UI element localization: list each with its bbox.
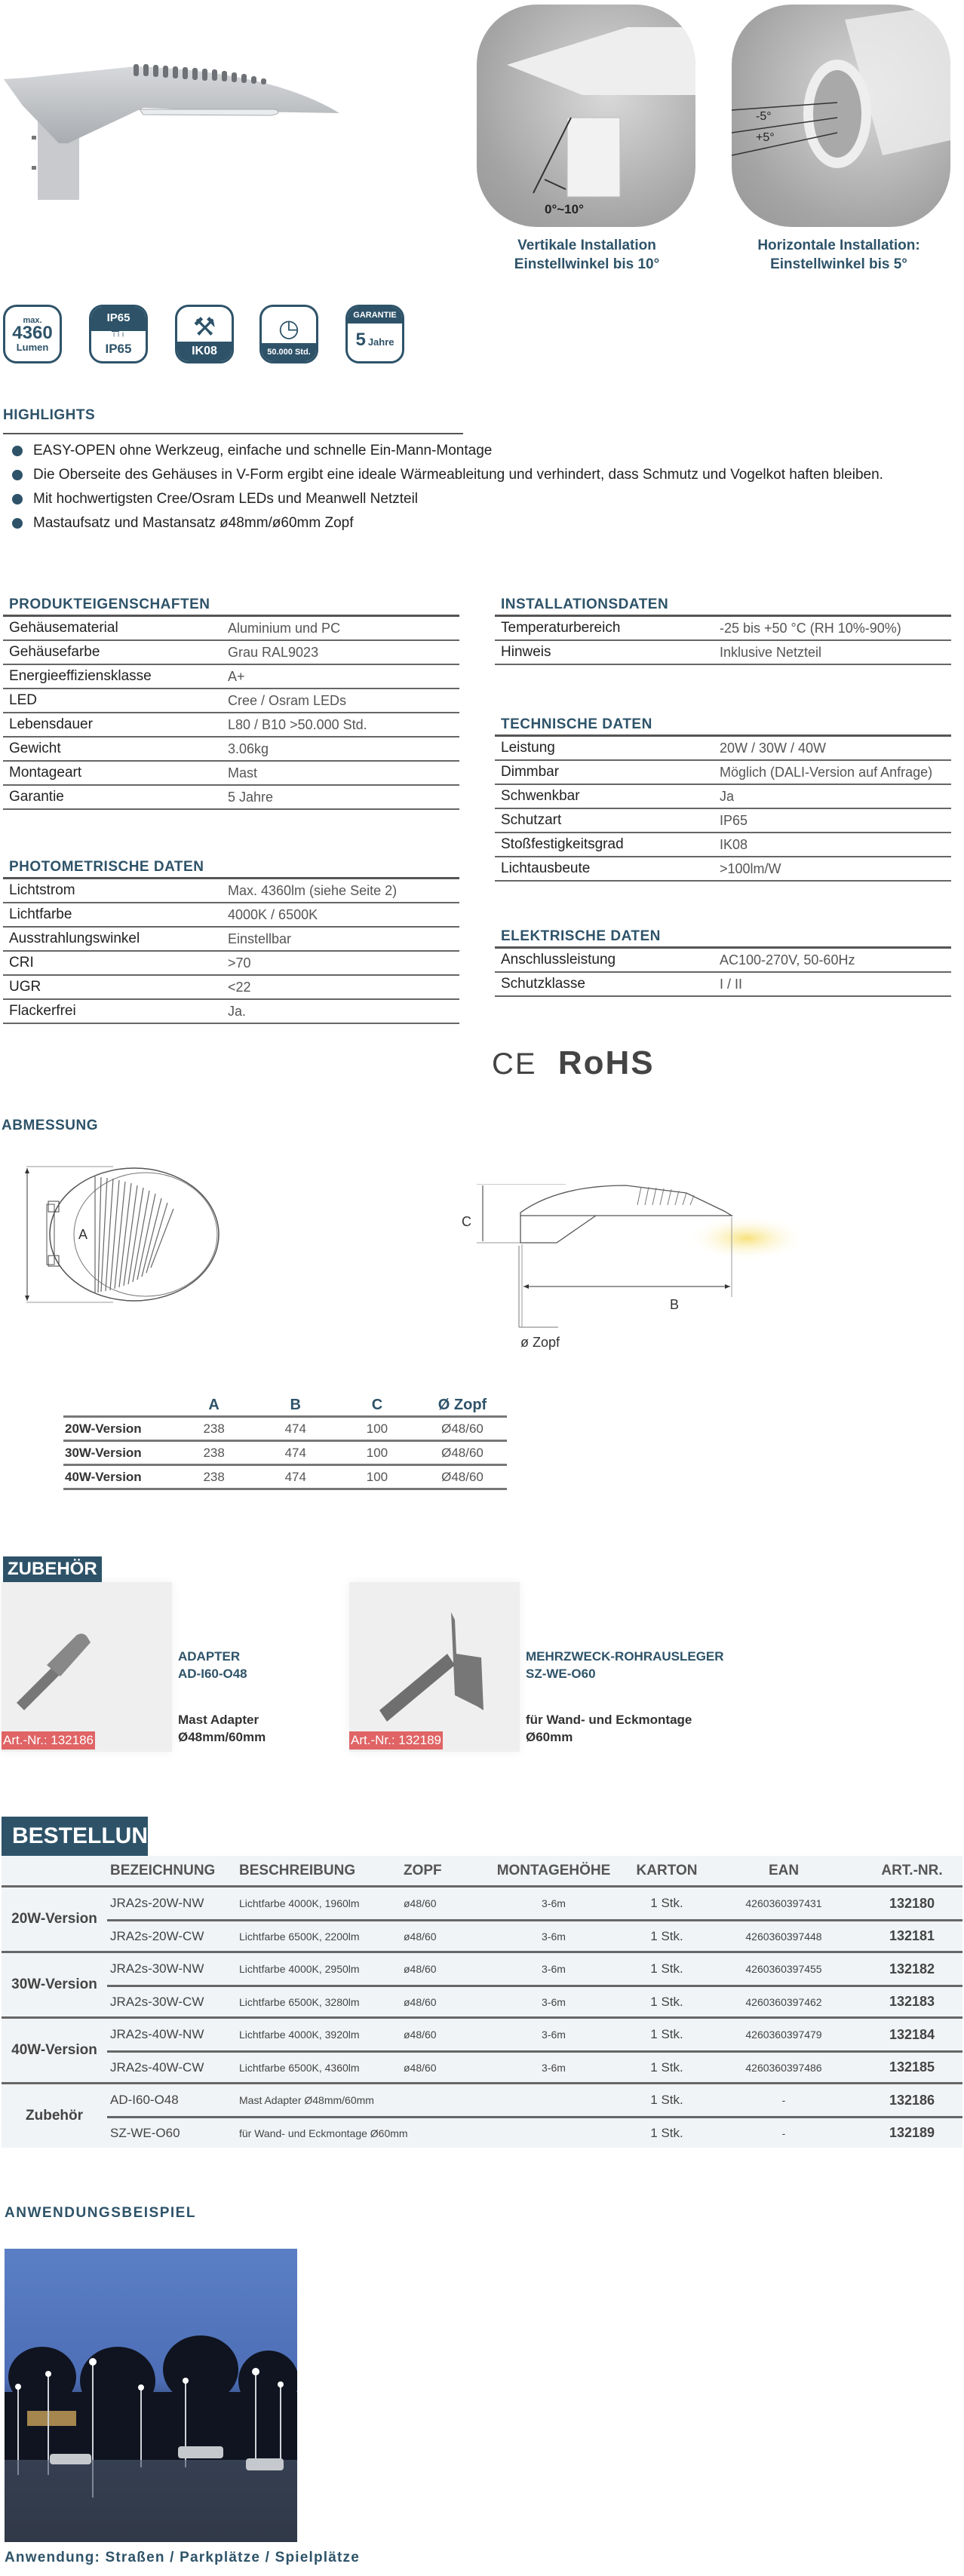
- certifications: [492, 1044, 655, 1082]
- spec-row: Hinweis Inklusive Netzteil: [495, 641, 951, 665]
- order-header: BEZEICHNUNG BESCHREIBUNG ZOPF MONTAGEHÖHE KARTON EAN ART.-NR.: [2, 1856, 962, 1888]
- order-row: JRA2s-30W-CW Lichtfarbe 6500K, 3280lm ø48/60 3-6m 1 Stk. 4260360397462 132183: [107, 1985, 962, 2016]
- vertical-angle-label: 0°~10°: [545, 202, 584, 216]
- anwendung-caption: Anwendung: Straßen / Parkplätze / Spielplätze: [5, 2550, 361, 2565]
- order-row: JRA2s-40W-CW Lichtfarbe 6500K, 4360lm ø48/60 3-6m 1 Stk. 4260360397486 132185: [107, 2050, 962, 2082]
- spec-row: Anschlussleistung AC100-270V, 50-60Hz: [495, 949, 951, 973]
- spec-row: Temperaturbereich -25 bis +50 °C (RH 10%-90%): [495, 617, 951, 641]
- horizontal-angle-minus-label: -5°: [756, 110, 772, 123]
- dimension-drawing-side: [462, 1184, 860, 1357]
- bestellung-title: BESTELLUNG: [2, 1817, 148, 1856]
- accessory-art-number: Art.-Nr.: 132189: [349, 1731, 443, 1750]
- spec-row: Gehäusefarbe Grau RAL9023: [3, 641, 459, 665]
- badge-warranty: GARANTIE 5 Jahre: [345, 305, 404, 363]
- bullet-icon: [12, 470, 23, 480]
- highlight-item: Mit hochwertigsten Cree/Osram LEDs und Meanwell Netzteil: [12, 487, 883, 511]
- spec-row: Lichtstrom Max. 4360lm (siehe Seite 2): [3, 879, 459, 903]
- dimensions-row: 30W-Version 238 474 100 Ø48/60: [63, 1442, 507, 1466]
- spec-row: Schutzklasse I / II: [495, 973, 951, 997]
- photometrische-table: [3, 855, 459, 1024]
- spec-row: Schutzart IP65: [495, 809, 951, 833]
- bullet-icon: [12, 446, 23, 456]
- spec-row: Stoßfestigkeitsgrad IK08: [495, 833, 951, 857]
- accessory-image-bracket: [349, 1582, 520, 1752]
- order-row: SZ-WE-O60 für Wand- und Eckmontage Ø60mm 1 Stk. - 132189: [107, 2116, 962, 2148]
- installationsdaten-table: [495, 593, 951, 665]
- spec-row: Garantie 5 Jahre: [3, 786, 459, 810]
- highlights-list: [12, 439, 883, 535]
- application-photo-parking-lot: [5, 2249, 297, 2542]
- rohs-mark: RoHS: [557, 1044, 655, 1081]
- elektrische-title: ELEKTRISCHE DATEN: [501, 928, 661, 944]
- order-row: JRA2s-30W-NW Lichtfarbe 4000K, 2950lm ø48/60 3-6m 1 Stk. 4260360397455 132182: [110, 1961, 935, 1976]
- order-row: JRA2s-20W-NW Lichtfarbe 4000K, 1960lm ø48/60 3-6m 1 Stk. 4260360397431 132180: [110, 1895, 935, 1911]
- horizontal-angle-plus-label: +5°: [756, 131, 775, 144]
- hammer-icon: ⚒: [192, 313, 216, 342]
- zubehoer-title: ZUBEHÖR: [3, 1556, 102, 1582]
- technische-table: [495, 713, 951, 882]
- ip-lamp-icon: ▬ ╵╵╵: [111, 326, 126, 342]
- order-group-20w: 20W-Version JRA2s-20W-NW Lichtfarbe 4000K, 1960lm ø48/60 3-6m 1 Stk. 4260360397431 132180 JRA2s-20W-CW Lichtfarbe 6500K, 2200lm ø48/60 3-6m 1 Stk. 4260360397448 132181: [2, 1888, 962, 1953]
- order-row: JRA2s-40W-NW Lichtfarbe 4000K, 3920lm ø48/60 3-6m 1 Stk. 4260360397479 132184: [110, 2026, 935, 2042]
- spec-row: Gehäusematerial Aluminium und PC: [3, 617, 459, 641]
- spec-row: Montageart Mast: [3, 762, 459, 786]
- accessory-image-adapter: [2, 1582, 172, 1752]
- produkteigenschaften-title: PRODUKTEIGENSCHAFTEN: [9, 596, 210, 612]
- dimensions-header: A B C Ø Zopf: [63, 1395, 507, 1418]
- produkteigenschaften-table: [3, 593, 459, 810]
- dimension-zopf-label: ø Zopf: [520, 1335, 560, 1350]
- spec-row: Energieeffiziensklasse A+: [3, 665, 459, 689]
- spec-row: Flackerfrei Ja.: [3, 1000, 459, 1024]
- highlights-title: HIGHLIGHTS: [3, 407, 96, 423]
- spec-row: Gewicht 3.06kg: [3, 738, 459, 762]
- bullet-icon: [12, 494, 23, 504]
- spec-row: Schwenkbar Ja: [495, 785, 951, 809]
- photometrische-title: PHOTOMETRISCHE DATEN: [9, 859, 204, 875]
- spec-row: CRI >70: [3, 952, 459, 976]
- spec-row: Lebensdauer L80 / B10 >50.000 Std.: [3, 713, 459, 738]
- spec-row: UGR <22: [3, 976, 459, 1000]
- dimensions-table: [63, 1395, 507, 1490]
- spec-row: Leistung 20W / 30W / 40W: [495, 737, 951, 761]
- anwendung-title: ANWENDUNGSBEISPIEL: [5, 2205, 196, 2221]
- spec-row: LED Cree / Osram LEDs: [3, 689, 459, 713]
- highlights-divider: [3, 433, 463, 434]
- abmessung-title: ABMESSUNG: [2, 1118, 99, 1133]
- dimension-drawing-top: [23, 1165, 445, 1308]
- technische-title: TECHNISCHE DATEN: [501, 716, 652, 732]
- accessory-info-adapter: ADAPTER AD-I60-O48 Mast Adapter Ø48mm/60mm: [178, 1649, 266, 1744]
- spec-row: Ausstrahlungswinkel Einstellbar: [3, 928, 459, 952]
- order-group-40w: 40W-Version JRA2s-40W-NW Lichtfarbe 4000K, 3920lm ø48/60 3-6m 1 Stk. 4260360397479 132184 JRA2s-40W-CW Lichtfarbe 6500K, 4360lm ø48/60 3-6m 1 Stk. 4260360397486 132185: [2, 2019, 962, 2084]
- order-group-30w: 30W-Version JRA2s-30W-NW Lichtfarbe 4000K, 2950lm ø48/60 3-6m 1 Stk. 4260360397455 132182 JRA2s-30W-CW Lichtfarbe 6500K, 3280lm ø48/60 3-6m 1 Stk. 4260360397462 132183: [2, 1953, 962, 2019]
- ce-mark-icon: CE: [492, 1047, 537, 1081]
- clock-icon: ◷: [278, 314, 299, 342]
- vertical-installation-image: [477, 5, 695, 227]
- spec-row: Dimmbar Möglich (DALI-Version auf Anfrage): [495, 761, 951, 785]
- order-group-zubehoer: Zubehör AD-I60-O48 Mast Adapter Ø48mm/60mm 1 Stk. - 132186 SZ-WE-O60 für Wand- und Eckmontage Ø60mm 1 Stk. - 132189: [2, 2084, 962, 2148]
- highlight-item: Die Oberseite des Gehäuses in V-Form ergibt eine ideale Wärmeableitung und verhindert, dass Schmutz und Vogelkot haften bleiben.: [12, 463, 883, 487]
- order-table: [2, 1856, 962, 2148]
- elektrische-table: [495, 925, 951, 997]
- horizontal-installation-caption: Horizontale Installation: Einstellwinkel bis 5°: [757, 238, 920, 272]
- highlight-item: Mastaufsatz und Mastansatz ø48mm/ø60mm Zopf: [12, 511, 883, 535]
- accessory-art-number: Art.-Nr.: 132186: [2, 1731, 95, 1750]
- badge-ik08: ⚒ IK08: [175, 305, 234, 363]
- product-image-streetlight: [0, 41, 422, 200]
- dimensions-row: 40W-Version 238 474 100 Ø48/60: [63, 1466, 507, 1490]
- dimensions-row: 20W-Version 238 474 100 Ø48/60: [63, 1418, 507, 1442]
- accessory-info-bracket: MEHRZWECK-ROHRAUSLEGER SZ-WE-O60 für Wand- und Eckmontage Ø60mm: [526, 1649, 724, 1744]
- horizontal-installation-image: [732, 5, 950, 227]
- bullet-icon: [12, 518, 23, 529]
- spec-row: Lichtfarbe 4000K / 6500K: [3, 903, 459, 928]
- vertical-installation-caption: Vertikale Installation Einstellwinkel bis 10°: [514, 238, 660, 272]
- badge-lumen: max. 4360 Lumen: [3, 305, 62, 363]
- badge-ip65: IP65 ▬ ╵╵╵ IP65: [89, 305, 148, 363]
- order-row: JRA2s-20W-CW Lichtfarbe 6500K, 2200lm ø48/60 3-6m 1 Stk. 4260360397448 132181: [107, 1919, 962, 1951]
- dimension-a-label: A: [78, 1227, 88, 1242]
- badge-lifetime: ◷ 50.000 Std.: [259, 305, 318, 363]
- installationsdaten-title: INSTALLATIONSDATEN: [501, 596, 669, 612]
- dimension-b-label: B: [670, 1297, 680, 1312]
- spec-row: Lichtausbeute >100lm/W: [495, 857, 951, 882]
- dimension-c-label: C: [462, 1214, 471, 1229]
- highlight-item: EASY-OPEN ohne Werkzeug, einfache und schnelle Ein-Mann-Montage: [12, 439, 883, 463]
- order-row: AD-I60-O48 Mast Adapter Ø48mm/60mm 1 Stk. - 132186: [110, 2092, 935, 2108]
